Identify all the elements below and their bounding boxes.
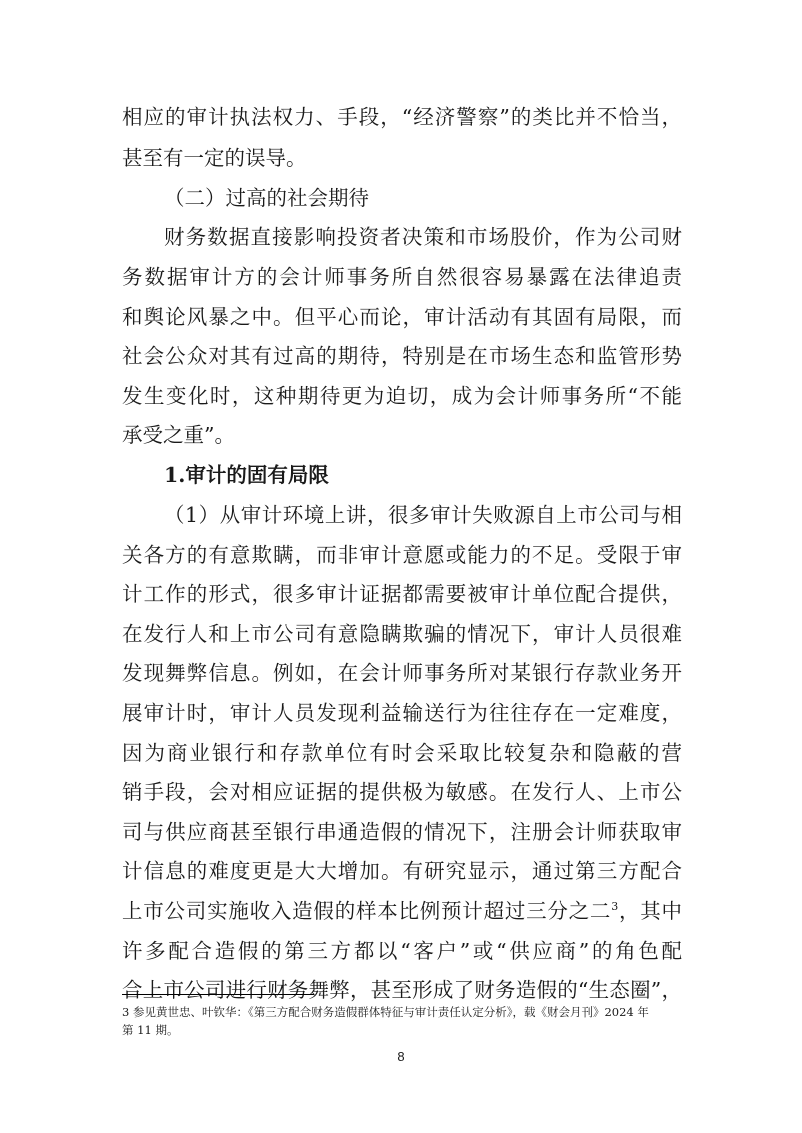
footnote-line-2: 第 11 期。 (122, 1023, 179, 1037)
body-line-21-text: 上市公司实施收入造假的样本比例预计超过三分之二 (122, 899, 612, 923)
page-number: 8 (397, 1049, 405, 1064)
body-line-11: （1）从审计环境上讲，很多审计失败源自上市公司与相 (164, 503, 682, 527)
section-heading-2: （二）过高的社会期待 (164, 186, 369, 210)
body-line-6: 和舆论风暴之中。但平心而论，审计活动有其固有局限，而 (122, 305, 682, 329)
body-line-20: 计信息的难度更是大大增加。有研究显示，通过第三方配合 (122, 859, 682, 883)
body-line-5: 务数据审计方的会计师事务所自然很容易暴露在法律追责 (122, 265, 682, 289)
footnote-line-1: 3 参见黄世忠、叶钦华：《第三方配合财务造假群体特征与审计责任认定分析》，载《财会月刊》2024 年 (122, 1005, 649, 1019)
body-line-18: 销手段，会对相应证据的提供极为敏感。在发行人、上市公 (122, 780, 682, 804)
body-line-8: 发生变化时，这种期待更为迫切，成为会计师事务所“不能 (122, 384, 682, 408)
body-line-2: 甚至有一定的误导。 (122, 146, 307, 170)
body-line-1: 相应的审计执法权力、手段，“经济警察”的类比并不恰当， (122, 105, 682, 129)
body-line-19: 司与供应商甚至银行串通造假的情况下，注册会计师获取审 (122, 820, 682, 844)
body-line-21 (122, 896, 682, 926)
body-line-13: 计工作的形式，很多审计证据都需要被审计单位配合提供， (122, 582, 682, 606)
body-line-21-tail: ，其中 (618, 899, 683, 923)
body-line-9: 承受之重”。 (122, 423, 235, 447)
subsection-heading-1: 1.审计的固有局限 (164, 463, 329, 487)
body-line-16: 展审计时，审计人员发现利益输送行为往往存在一定难度， (122, 701, 682, 725)
body-line-22: 许多配合造假的第三方都以“客户”或“供应商”的角色配 (122, 939, 682, 963)
footnote-separator (122, 994, 314, 995)
body-line-14: 在发行人和上市公司有意隐瞒欺骗的情况下，审计人员很难 (122, 622, 682, 646)
footnote-marker[interactable]: 3 (611, 900, 619, 914)
body-line-15: 发现舞弊信息。例如，在会计师事务所对某银行存款业务开 (122, 661, 682, 685)
body-line-17: 因为商业银行和存款单位有时会采取比较复杂和隐蔽的营 (122, 741, 682, 765)
body-line-7: 社会公众对其有过高的期待，特别是在市场生态和监管形势 (122, 344, 682, 368)
body-line-12: 关各方的有意欺瞒，而非审计意愿或能力的不足。受限于审 (122, 543, 682, 567)
body-line-4: 财务数据直接影响投资者决策和市场股价，作为公司财 (164, 225, 682, 249)
body-line-23: 合上市公司进行财务舞弊，甚至形成了财务造假的“生态圈”， (122, 978, 682, 1002)
